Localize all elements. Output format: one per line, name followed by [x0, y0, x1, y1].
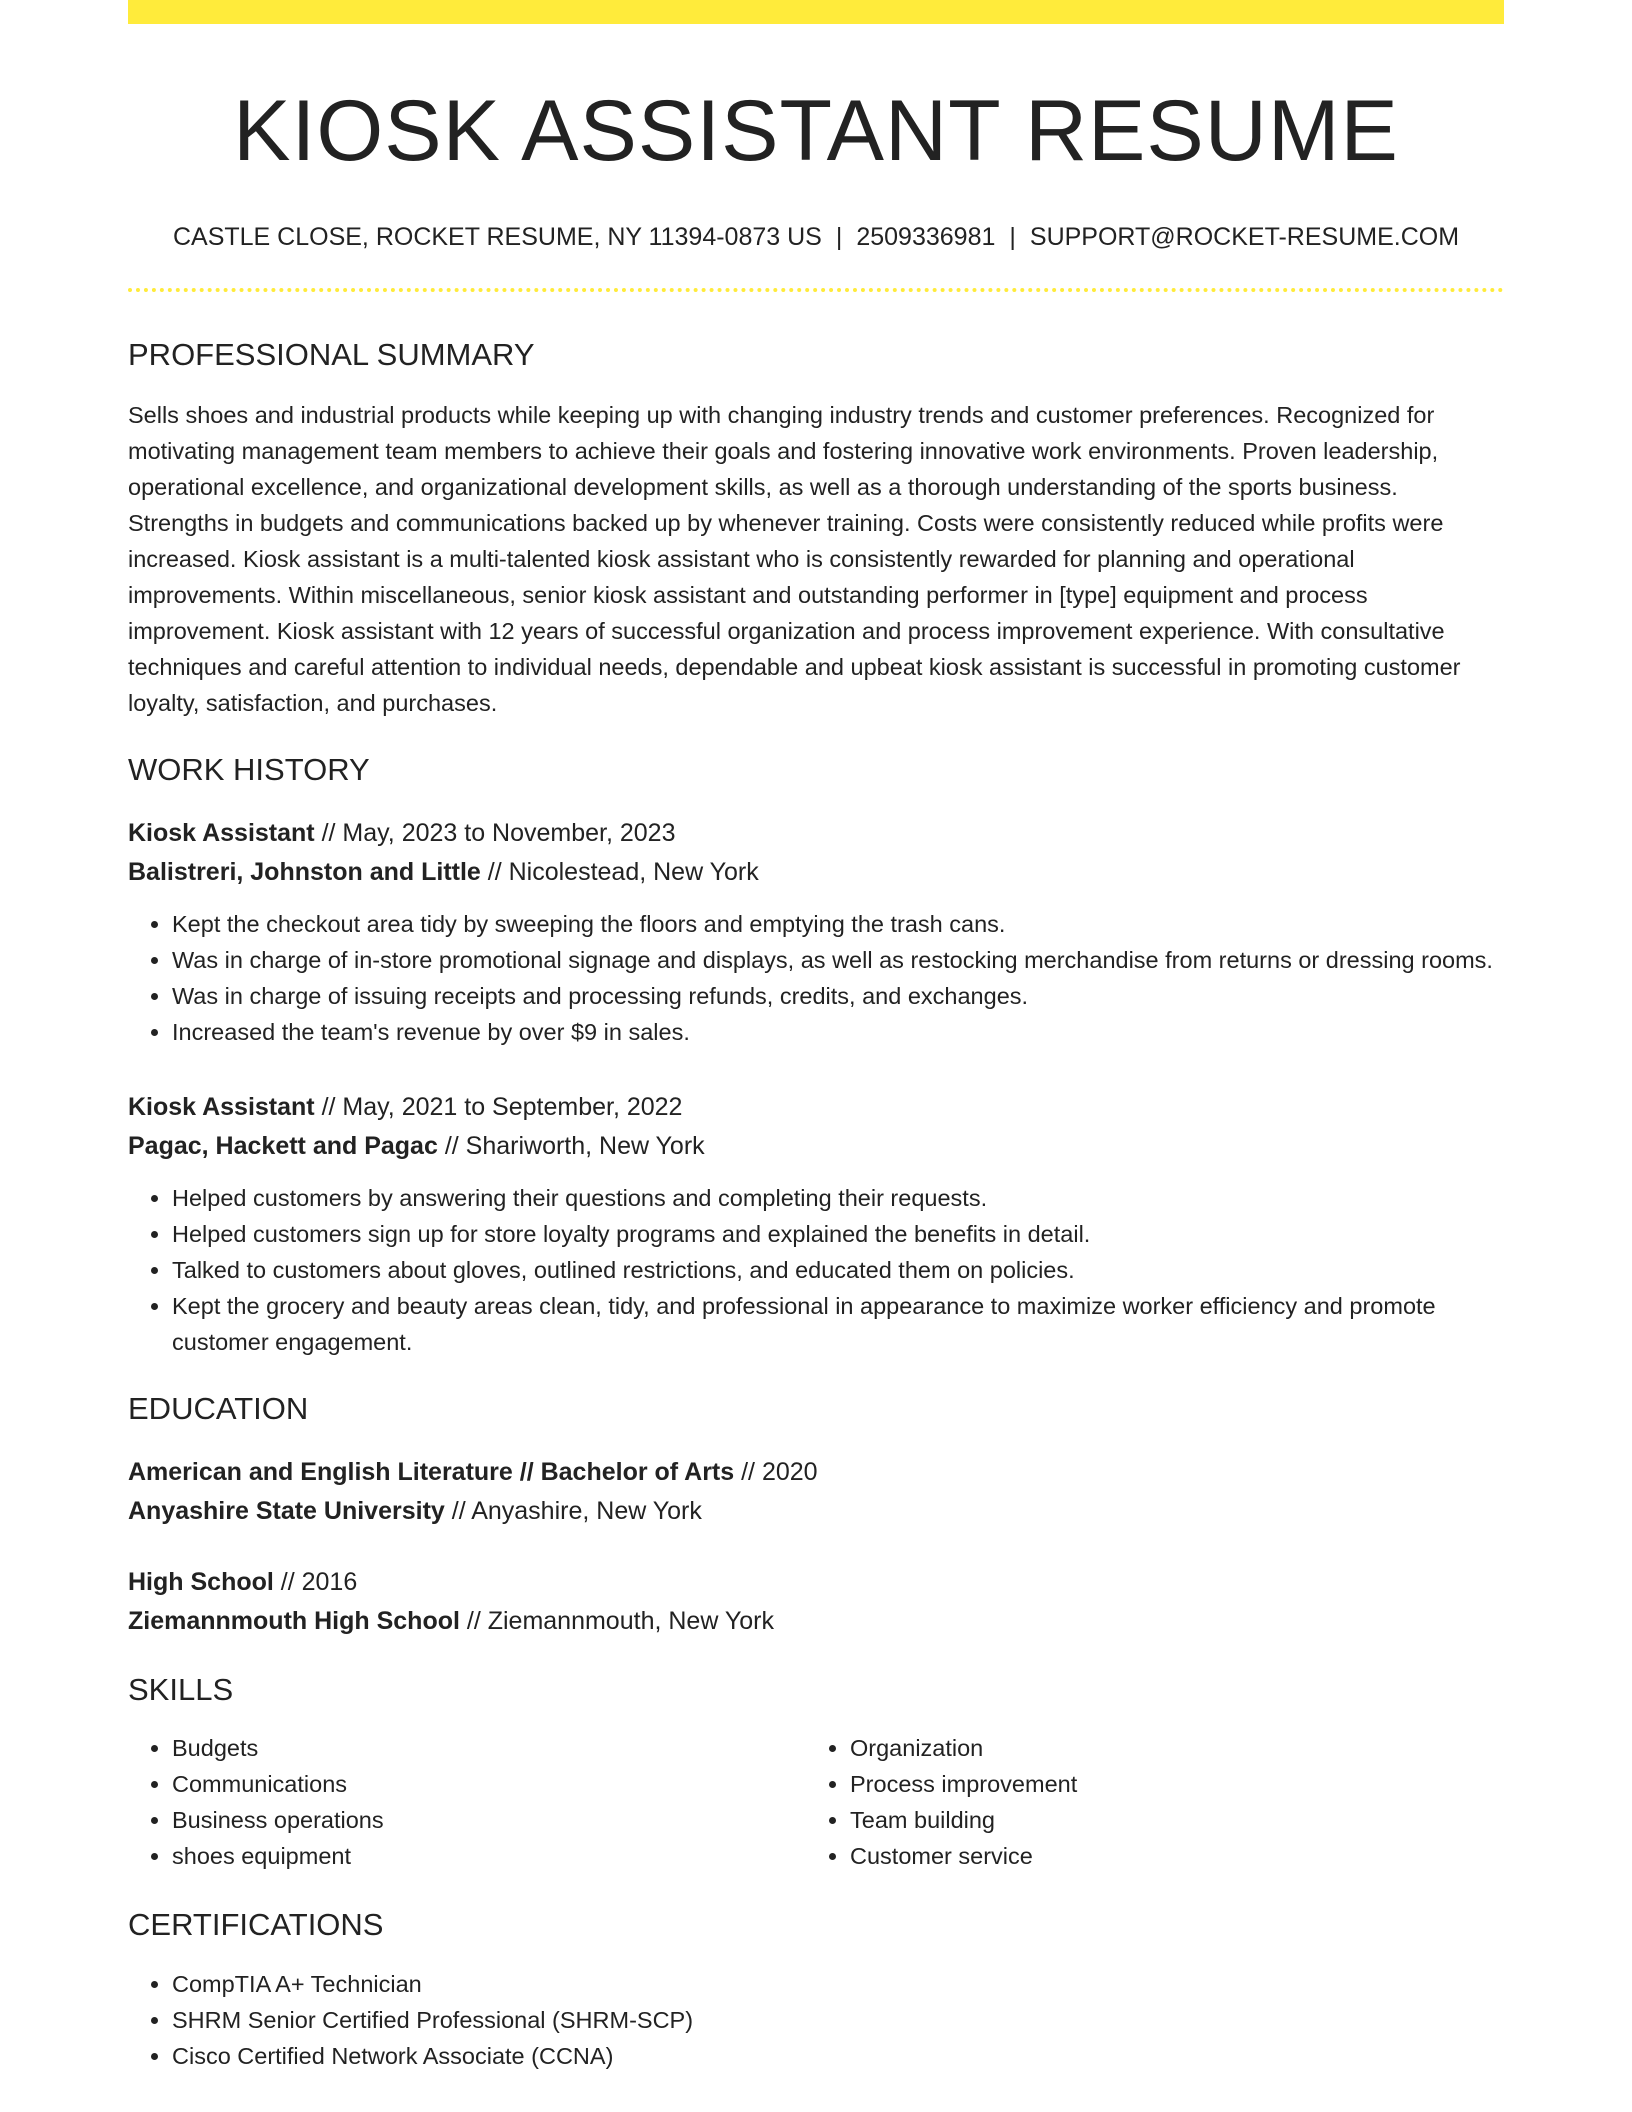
- job-bullet: • Talked to customers about gloves, outlined restrictions, and educated them on policies.: [172, 1252, 1504, 1288]
- skill-item: • Organization: [850, 1730, 1484, 1766]
- certification-item: • SHRM Senior Certified Professional (SHRM-SCP): [172, 2002, 1504, 2038]
- dotted-divider: [128, 288, 1504, 292]
- accent-bar: [128, 0, 1504, 24]
- contact-phone: 2509336981: [856, 222, 996, 251]
- skills-heading: SKILLS: [128, 1672, 234, 1708]
- education-heading: EDUCATION: [128, 1390, 309, 1426]
- certifications-list: [128, 1966, 1504, 2074]
- education-location: // Anyashire, New York: [444, 1497, 702, 1526]
- job-bullet: • Helped customers sign up for store loyalty programs and explained the benefits in detail.: [172, 1216, 1504, 1252]
- job-bullet: • Helped customers by answering their questions and completing their requests.: [172, 1180, 1504, 1216]
- job-bullet: • Increased the team's revenue by over $9 in sales.: [172, 1014, 1504, 1050]
- education-degree-line: [128, 1563, 1504, 1602]
- skills-list-left: [128, 1730, 806, 1874]
- job-title: Kiosk Assistant: [128, 1092, 315, 1121]
- education-school-line: [128, 1492, 1504, 1531]
- job-dates: // May, 2021 to September, 2022: [314, 1092, 683, 1121]
- summary-text: Sells shoes and industrial products while keeping up with changing industry trends and customer preferences. Recognized for motivating management team members to achieve their goals and fostering innovative work environments. Proven leadership, operational excellence, and organizational development skills, as well as a thorough understanding of the sports business. Strengths in budgets and communications backed up by whenever training. Costs were consistently reduced while profits were increased. Kiosk assistant is a multi-talented kiosk assistant who is consistently rewarded for planning and operational improvements. Within miscellaneous, senior kiosk assistant and outstanding performer in [type] equipment and process improvement. Kiosk assistant with 12 years of successful organization and process improvement experience. With consultative techniques and careful attention to individual needs, dependable and upbeat kiosk assistant is successful in promoting customer loyalty, satisfaction, and purchases.: [128, 401, 1461, 716]
- job-bullets: [128, 1180, 1504, 1360]
- job-dates: // May, 2023 to November, 2023: [314, 818, 676, 847]
- job-title: Kiosk Assistant: [128, 818, 315, 847]
- resume-title: KIOSK ASSISTANT RESUME: [233, 83, 1399, 179]
- job-entry: [128, 1088, 1504, 1360]
- skill-item: • Business operations: [172, 1802, 806, 1838]
- job-entry: [128, 814, 1504, 1050]
- summary-heading: PROFESSIONAL SUMMARY: [128, 336, 535, 372]
- contact-email: SUPPORT@ROCKET-RESUME.COM: [1029, 222, 1460, 251]
- job-title-line: [128, 814, 1504, 853]
- education-degree-line: [128, 1453, 1504, 1492]
- contact-separator: |: [835, 222, 843, 251]
- job-location: // Shariworth, New York: [437, 1131, 705, 1160]
- certification-item: • Cisco Certified Network Associate (CCNA): [172, 2038, 1504, 2074]
- certification-item: • CompTIA A+ Technician: [172, 1966, 1504, 2002]
- skill-item: • Process improvement: [850, 1766, 1484, 1802]
- job-bullet: • Was in charge of in-store promotional signage and displays, as well as restocking merchandise from returns or dressing rooms.: [172, 942, 1504, 978]
- education-school: Anyashire State University: [128, 1497, 445, 1526]
- education-school-line: [128, 1602, 1504, 1641]
- job-bullet: • Kept the grocery and beauty areas clean, tidy, and professional in appearance to maximize worker efficiency and promote customer engagement.: [172, 1288, 1504, 1360]
- contact-address: CASTLE CLOSE, ROCKET RESUME, NY 11394-0873 US: [172, 222, 822, 251]
- job-company: Balistreri, Johnston and Little: [128, 857, 481, 886]
- job-bullets: [128, 906, 1504, 1050]
- skills-columns: [128, 1730, 1504, 1874]
- skill-item: • Customer service: [850, 1838, 1484, 1874]
- education-school: Ziemannmouth High School: [128, 1607, 460, 1636]
- education-entry: [128, 1453, 1504, 1531]
- skill-item: • Budgets: [172, 1730, 806, 1766]
- education-entry: [128, 1563, 1504, 1641]
- certifications-heading: CERTIFICATIONS: [128, 1907, 384, 1943]
- job-company-line: [128, 853, 1504, 892]
- skill-item: • Communications: [172, 1766, 806, 1802]
- contact-line: [128, 223, 1504, 252]
- job-bullet: • Was in charge of issuing receipts and processing refunds, credits, and exchanges.: [172, 978, 1504, 1014]
- education-year: // 2016: [273, 1568, 358, 1597]
- education-degree: American and English Literature // Bachelor of Arts: [128, 1458, 735, 1487]
- skill-item: • Team building: [850, 1802, 1484, 1838]
- skills-list-right: [806, 1730, 1484, 1874]
- skill-item: • shoes equipment: [172, 1838, 806, 1874]
- contact-separator: |: [1009, 222, 1016, 251]
- job-bullet: • Kept the checkout area tidy by sweeping the floors and emptying the trash cans.: [172, 906, 1504, 942]
- job-company-line: [128, 1127, 1504, 1166]
- education-year: // 2020: [734, 1458, 818, 1487]
- resume-page: [128, 0, 1504, 2074]
- job-company: Pagac, Hackett and Pagac: [128, 1131, 438, 1160]
- education-location: // Ziemannmouth, New York: [459, 1607, 774, 1636]
- education-degree: High School: [128, 1568, 274, 1597]
- job-location: // Nicolestead, New York: [480, 857, 759, 886]
- work-history-heading: WORK HISTORY: [128, 751, 370, 787]
- job-title-line: [128, 1088, 1504, 1127]
